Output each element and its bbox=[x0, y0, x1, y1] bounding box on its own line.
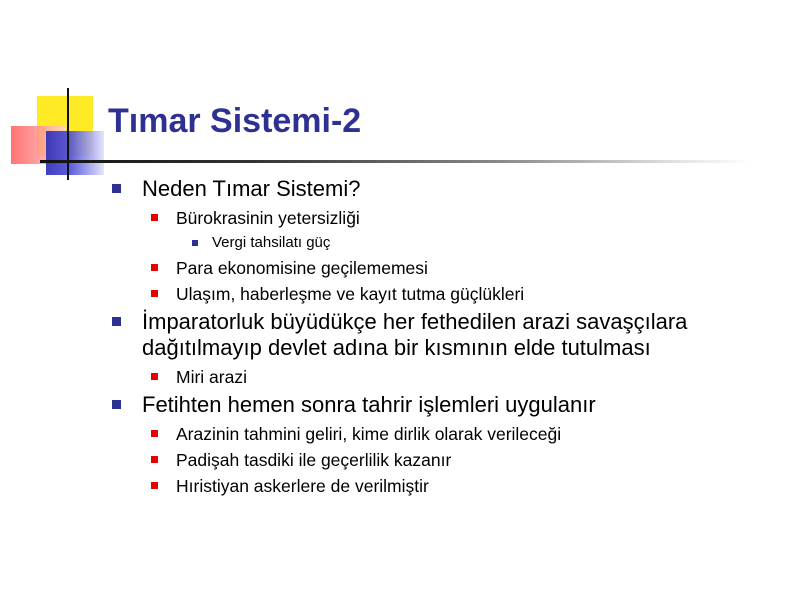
logo-blue-square bbox=[46, 131, 104, 175]
square-bullet-icon bbox=[151, 373, 158, 380]
square-bullet-icon bbox=[151, 290, 158, 297]
square-bullet-icon bbox=[192, 240, 198, 246]
sub-bullet-text: Padişah tasdiki ile geçerlilik kazanır bbox=[176, 450, 452, 470]
square-bullet-icon bbox=[151, 264, 158, 271]
sub-bullet-text: Arazinin tahmini geliri, kime dirlik olarak verileceği bbox=[176, 424, 562, 444]
square-bullet-icon bbox=[112, 184, 121, 193]
logo-vertical-line bbox=[67, 88, 69, 180]
sub-bullet-text: Para ekonomisine geçilememesi bbox=[176, 258, 428, 278]
sub-bullet-item bbox=[108, 366, 748, 388]
bullet-item bbox=[108, 392, 748, 418]
sub-bullet-item bbox=[108, 423, 748, 445]
sub-sub-bullet-item bbox=[108, 233, 748, 253]
bullet-item bbox=[108, 309, 748, 361]
sub-bullet-text: Ulaşım, haberleşme ve kayıt tutma güçlükleri bbox=[176, 284, 525, 304]
square-bullet-icon bbox=[151, 214, 158, 221]
bullet-text: Neden Tımar Sistemi? bbox=[142, 176, 361, 201]
sub-sub-bullet-text: Vergi tahsilatı güç bbox=[212, 234, 331, 251]
slide-body bbox=[108, 176, 748, 501]
square-bullet-icon bbox=[151, 430, 158, 437]
bullet-item bbox=[108, 176, 748, 202]
sub-bullet-item bbox=[108, 449, 748, 471]
sub-bullet-text: Bürokrasinin yetersizliği bbox=[176, 208, 360, 228]
sub-bullet-item bbox=[108, 207, 748, 229]
square-bullet-icon bbox=[151, 456, 158, 463]
square-bullet-icon bbox=[151, 482, 158, 489]
title-underline bbox=[40, 160, 750, 163]
square-bullet-icon bbox=[112, 400, 121, 409]
sub-bullet-item bbox=[108, 257, 748, 279]
bullet-text: Fetihten hemen sonra tahrir işlemleri uygulanır bbox=[142, 392, 596, 417]
bullet-text: İmparatorluk büyüdükçe her fethedilen arazi savaşçılara dağıtılmayıp devlet adına bir kısmının elde tutulması bbox=[142, 309, 688, 360]
sub-bullet-item bbox=[108, 475, 748, 497]
sub-bullet-text: Hıristiyan askerlere de verilmiştir bbox=[176, 476, 429, 496]
square-bullet-icon bbox=[112, 317, 121, 326]
sub-bullet-text: Miri arazi bbox=[176, 367, 247, 387]
sub-bullet-item bbox=[108, 283, 748, 305]
slide-title: Tımar Sistemi-2 bbox=[108, 102, 362, 140]
